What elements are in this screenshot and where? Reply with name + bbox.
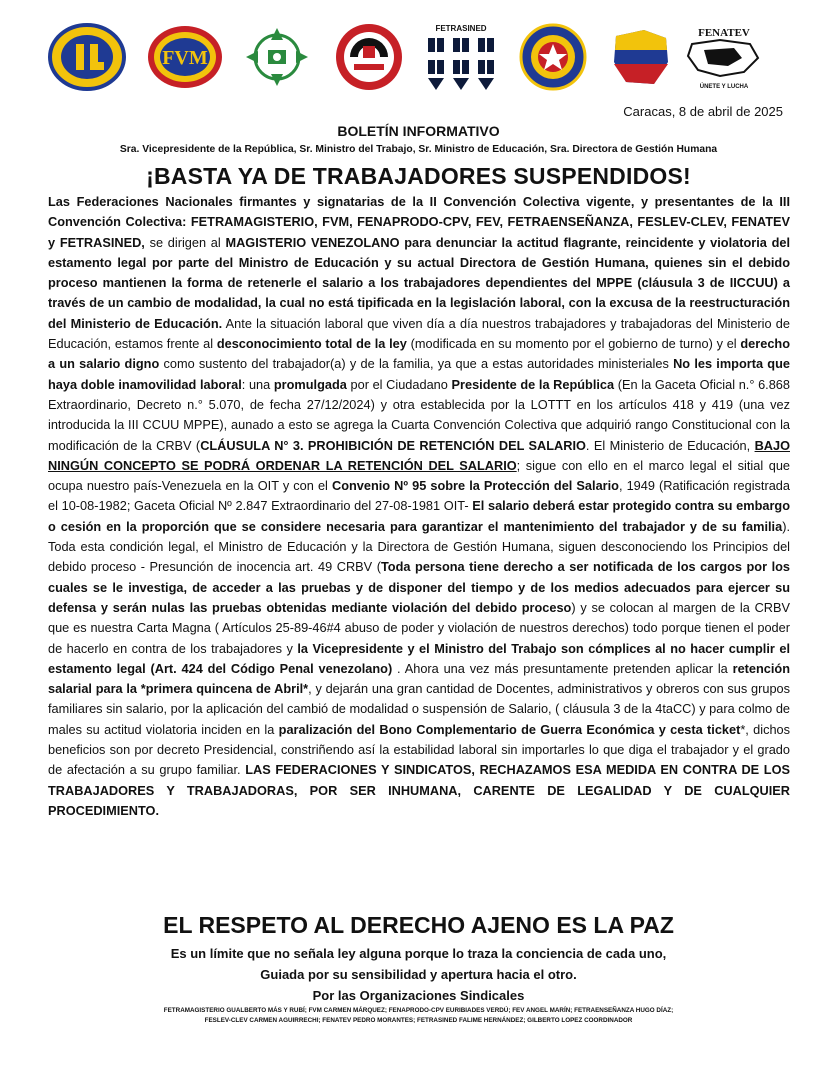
body-text-segment: : una	[241, 376, 274, 392]
body-paragraph	[48, 192, 790, 821]
body-emphasis-text: Convenio Nº 95 sobre la Protección del Salario	[331, 478, 619, 494]
body-text-segment: . El Ministerio de Educación,	[585, 437, 755, 453]
body-emphasis-text: No les importa que haya doble inamovilidad laboral	[48, 356, 790, 392]
fenatev-logo-caption: FENATEV	[698, 27, 750, 39]
body-emphasis-text: CLÁUSULA N° 3. PROHIBICIÓN DE RETENCIÓN DEL SALARIO	[200, 437, 586, 453]
body-text-segment: ). Toda esta condición legal, el Ministro de Educación y la Directora de Gestión Humana, siguen desconociendo los Principios del debido proceso - Presunción de inocencia art. 49 CRBV (	[48, 518, 790, 575]
feslev-logo	[514, 22, 592, 92]
fenatev-logo-tagline: ÚNETE Y LUCHA	[699, 84, 749, 90]
body-emphasis-text: derecho a un salario digno	[48, 336, 790, 372]
fvm-logo	[146, 22, 224, 92]
body-text-segment: Ante la situación laboral que viven día a día nuestros trabajadores y trabajadoras del Ministerio de Educación, estamos frente al	[48, 315, 790, 352]
body-text-segment: . Ahora una vez más presuntamente pretenden aplicar la	[392, 660, 733, 676]
body-text-segment: se dirigen al	[144, 234, 226, 250]
body-underlined-text: BAJO NINGÚN CONCEPTO SE PODRÁ ORDENAR LA RETENCIÓN DEL SALARIO	[48, 437, 790, 473]
body-text-segment: (modificada en su momento por el gobierno de turno) y el	[406, 336, 741, 352]
fetramagisterio-logo	[48, 22, 126, 92]
closing-line-1: Es un límite que no señala ley alguna porque lo traza la conciencia de cada uno,	[170, 946, 667, 961]
body-text-segment: *, dichos beneficios son por decreto Presidencial, constriñendo así la estabilidad laboral sin importarles lo que diga el trabajador y el grado de afectación a su grupo familiar.	[48, 721, 791, 778]
body-emphasis-text: desconocimiento total de la ley	[216, 336, 407, 352]
city-date: Caracas, 8 de abril de 2025	[623, 104, 783, 119]
body-text-segment: , 1949 (Ratificación registrada el 10-08-1982; Gaceta Oficial Nº 2.847 Extraordinario del 27-08-1981 OIT-	[48, 478, 790, 514]
body-emphasis-text: Las Federaciones Nacionales firmantes y signatarias de la II Convención Colectiva vigente, y presentantes de la III Convención Colectiva: FETRAMAGISTERIO, FVM, FENAPRODO-CPV, FEV, FETRAENSEÑANZA, FESLEV-CLEV, FENATEV y FETRASINED,	[48, 194, 790, 250]
closing-line-2: Guiada por su sensibilidad y apertura hacia el otro.	[260, 967, 577, 982]
body-text-segment: por el Ciudadano	[346, 376, 452, 392]
signatories-line-2: FESLEV-CLEV CARMEN AGUIRRECHI; FENATEV PEDRO MORANTES; FETRASINED FALIME HERNÁNDEZ; GILBERTO LOPEZ COORDINADOR	[204, 1017, 633, 1024]
headline: ¡BASTA YA DE TRABAJADORES SUSPENDIDOS!	[146, 163, 691, 189]
body-emphasis-text: El salario deberá estar protegido contra su embargo o cesión en la proporción que se considere necesaria para garantizar el mantenimiento del trabajador y de su familia	[48, 498, 790, 534]
signatories-line-1: FETRAMAGISTERIO GUALBERTO MÁS Y RUBÍ; FVM CARMEN MÁRQUEZ; FENAPRODO-CPV EURIBIADES VERDÚ; FEV ANGEL MARÍN; FETRAENSEÑANZA HUGO DÍAZ;	[163, 1007, 674, 1014]
fetrasined-logo	[422, 22, 500, 94]
body-emphasis-text: LAS FEDERACIONES Y SINDICATOS, RECHAZAMOS ESA MEDIDA EN CONTRA DE LOS TRABAJADORES Y TRABAJADORAS, POR SER INHUMANA, CARENTE DE LEGALIDAD Y DE CUALQUIER PROCEDIMIENTO.	[48, 762, 790, 818]
body-text-segment: ) y se colocan al margen de la CRBV que es nuestra Carta Magna ( Artículos 25-89-46#4 abuso de poder y violación de nuestros derechos) todo porque tienen el poder de hacerlo en contra de los trabajadores y	[48, 599, 790, 656]
bulletin-title: BOLETÍN INFORMATIVO	[337, 123, 500, 139]
recipients-line: Sra. Vicepresidente de la República, Sr. Ministro del Trabajo, Sr. Ministro de Educación, Sra. Directora de Gestión Humana	[119, 144, 718, 155]
body-text-segment: , y dejarán una gran cantidad de Docentes, administrativos y obreros con sus grupos familiares sin salario, por la aplicación del cambió de modalidad o suspensión de Salario, ( cláusula 3 de la 4taCC) y para colmo de males su actitud violatoria inciden en la	[48, 681, 790, 737]
body-text-segment: ; sigue con ello en el marco legal el sitial que ocupa nuestro país-Venezuela en la OIT y con el	[48, 457, 790, 494]
fvm-logo-caption: FVM	[162, 47, 208, 69]
motto: EL RESPETO AL DERECHO AJENO ES LA PAZ	[163, 912, 674, 938]
signature-heading: Por las Organizaciones Sindicales	[312, 988, 525, 1003]
body-emphasis-text: retención salarial para la *primera quincena de Abril*	[48, 660, 791, 697]
body-text-segment: como sustento del trabajador(a) y de la familia, ya que a estas autoridades ministeriales	[159, 356, 674, 372]
fetrasined-logo-caption: FETRASINED	[435, 24, 487, 33]
fev-logo	[330, 22, 408, 92]
federation-logos	[48, 22, 768, 94]
body-emphasis-text: MAGISTERIO VENEZOLANO para denunciar la actitud flagrante, reincidente y violatoria del estamento legal por parte del Ministro de Educación y su actual Directora de Gestión Humana, quienes sin el debido proceso mantienen la forma de retenerle el salario a los trabajadores dependientes del MPPE (cláusula 3 de IICCUU) a través de un cambio de modalidad, la cual no está tipificada en la legislación laboral, con la excusa de la reestructuración del Ministerio de Educación.	[48, 234, 790, 331]
fenaprodo-logo	[238, 22, 316, 92]
body-emphasis-text: Toda persona tiene derecho a ser notificada de los cargos por los cuales se le investiga, de acceder a las pruebas y de disponer del tiempo y de los medios adecuados para ejercer su defensa y serán nulas las pruebas obtenidas mediante violación del debido proceso	[48, 559, 791, 615]
fenatev-logo	[680, 22, 768, 92]
body-emphasis-text: paralización del Bono Complementario de Guerra Económica y cesta ticket	[278, 721, 741, 737]
body-text-segment: (En la Gaceta Oficial n.° 6.868 Extraordinario, Decreto n.° 5.070, de fecha 27/12/2024) y otra establecida por la LOTTT en los artículos 418 y 419 (una vez introducida la III CCUU MPPE), aunado a esto se agrega la Cuarta Convención Colectiva que adquirió rango Constitucional con la modificación de la CRBV (	[48, 376, 790, 453]
body-emphasis-text: Presidente de la República	[451, 376, 615, 392]
venezuela-map-logo	[606, 22, 676, 92]
body-emphasis-text: promulgada	[273, 376, 347, 392]
body-emphasis-text: la Vicepresidente y el Ministro del Trabajo son cómplices al no hacer cumplir el estamento legal (Art. 424 del Código Penal venezolano)	[48, 640, 790, 676]
